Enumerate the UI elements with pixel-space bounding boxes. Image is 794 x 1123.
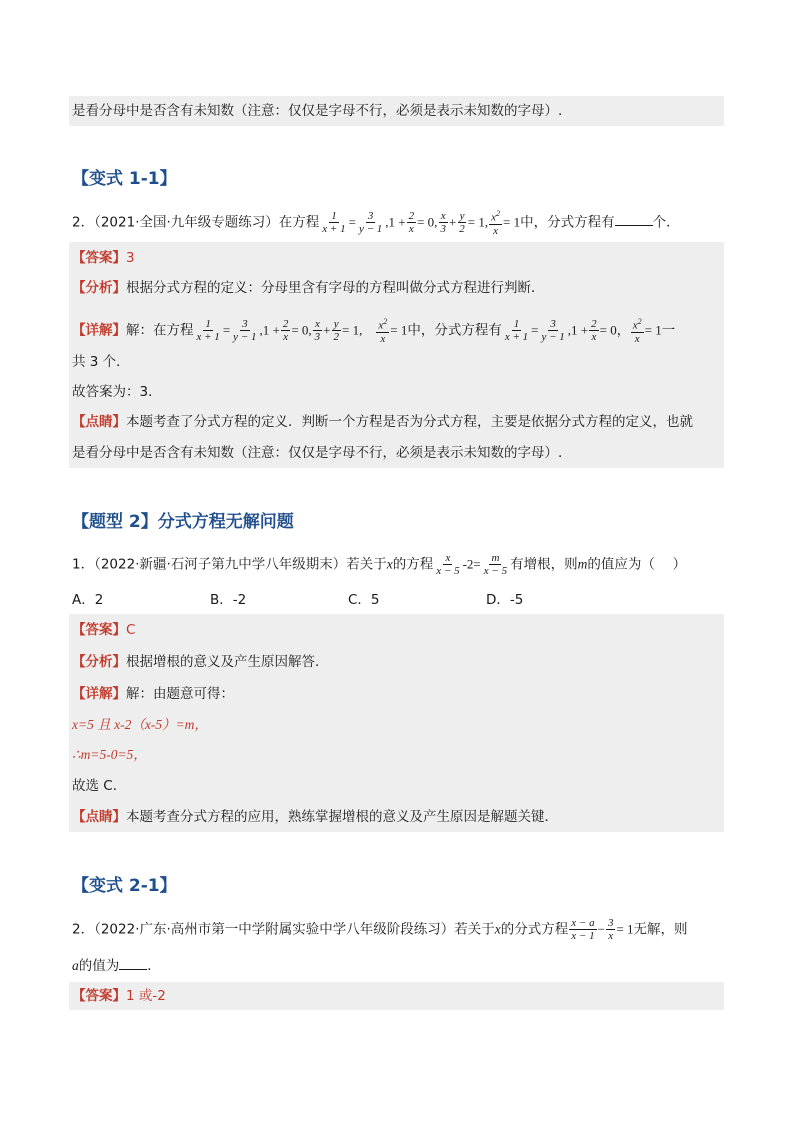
section-heading-variant-2-1: 【变式 2-1】 <box>72 876 177 896</box>
shaded-solution-block-3 <box>69 982 724 1010</box>
fraction: $\frac{x^2}{x}$ <box>378 317 388 345</box>
answer-line: 【答案】1 或-2 <box>72 988 166 1004</box>
answer-blank <box>119 969 147 970</box>
fraction: $\frac{2}{x}$ <box>282 317 289 343</box>
fraction: $\frac{3}{y - 1}$ <box>358 209 383 235</box>
fraction: $\frac{3}{y - 1}$ <box>233 317 257 343</box>
fraction: $\frac{3}{y - 1}$ <box>541 317 565 343</box>
conclusion-line: 故答案为：3． <box>72 384 162 400</box>
section-heading-type-2: 【题型 2】分式方程无解问题 <box>72 512 294 532</box>
analysis-line: 【分析】根据分式方程的定义：分母里含有字母的方程叫做分式方程进行判断． <box>72 280 545 296</box>
fraction: $\frac{y}{2}$ <box>459 209 465 235</box>
question-2-line-2: a的值为 ． <box>72 958 161 974</box>
detail-line-2: 共 3 个． <box>72 354 130 370</box>
question-suffix: 个． <box>652 214 680 231</box>
fraction: $\frac{x}{3}$ <box>314 317 321 343</box>
section-heading-variant-1-1: 【变式 1-1】 <box>72 169 177 189</box>
fraction: $\frac{x}{3}$ <box>440 209 446 235</box>
comment-line: 【点睛】本题考查了分式方程的定义．判断一个方程是否为分式方程，主要是依据分式方程的定义，也就 <box>72 414 693 430</box>
fraction: $\frac{x^2}{x}$ <box>632 317 642 345</box>
question-1-text: 1．（2022·新疆·石河子第九中学八年级期末）若关于x的方程 $\frac{x}{x - 5}$ -2= $\frac{m}{x - 5}$ 有增根，则m的值应为（ ） <box>72 552 687 577</box>
conclusion-line: 故选 C． <box>72 778 127 794</box>
shaded-solution-block-1 <box>69 242 724 468</box>
comment-line-2: 是看分母中是否含有未知数（注意：仅仅是字母不行，必须是表示未知数的字母）. <box>72 445 563 461</box>
choice-c[interactable]: C．5 <box>348 592 380 608</box>
fraction: $\frac{1}{x + 1}$ <box>504 317 529 343</box>
comment-line: 【点睛】本题考查分式方程的应用，熟练掌握增根的意义及产生原因是解题关键． <box>72 809 558 825</box>
step-line-2: ∴m=5-0=5， <box>72 747 147 762</box>
question-2-text: 2．（2022·广东·高州市第一中学附属实验中学八年级阶段练习）若关于x的分式方程 $\frac{x - a}{x - 1}$ − $\frac{3}{x}$ = 1无解，则 <box>72 917 688 942</box>
choice-b[interactable]: B．-2 <box>210 592 247 608</box>
fraction: $\frac{x - a}{x - 1}$ <box>571 917 595 942</box>
fraction: $\frac{m}{x - 5}$ <box>483 552 508 577</box>
fraction: $\frac{2}{x}$ <box>408 209 415 235</box>
question-mid: 中，分式方程有 <box>520 214 615 231</box>
analysis-line: 【分析】根据增根的意义及产生原因解答． <box>72 654 329 670</box>
detail-line: 【详解】解：在方程 $\frac{1}{x + 1}$ = $\frac{3}{y - 1}$ ,1 + $\frac{2}{x}$ = 0, $\frac{x}{3}$ + $\frac{y}{2}$ = 1, $\frac{x^2}{x}$ = 1中，分式方程有 $\frac{1}{x + 1}$ = $\frac{3}{y - 1}$ ,1 + $\frac{2}{x}$ = 0， $\frac{x^2}{x}$ = 1一 <box>72 317 676 345</box>
fraction: $\frac{3}{x}$ <box>607 917 614 942</box>
question-prefix: 2．（2021·全国·九年级专题练习）在方程 <box>72 214 320 231</box>
fraction: $\frac{x^2}{x}$ <box>491 209 501 237</box>
fraction: $\frac{1}{x + 1}$ <box>196 317 220 343</box>
fraction: $\frac{1}{x + 1}$ <box>322 209 346 235</box>
choice-a[interactable]: A．2 <box>72 592 104 608</box>
answer-blank <box>615 225 653 226</box>
fraction: $\frac{2}{x}$ <box>591 317 597 343</box>
fraction: $\frac{y}{2}$ <box>333 317 339 343</box>
comment-continuation: 是看分母中是否含有未知数（注意：仅仅是字母不行，必须是表示未知数的字母）. <box>72 103 563 119</box>
answer-line: 【答案】3 <box>72 250 135 266</box>
choice-d[interactable]: D．-5 <box>486 592 524 608</box>
fraction: $\frac{x}{x - 5}$ <box>436 552 460 577</box>
step-line-1: x=5 且 x-2（x-5）=m， <box>72 717 208 732</box>
question-2-text: 2．（2021·全国·九年级专题练习）在方程 $\frac{1}{x + 1}$ = $\frac{3}{y - 1}$ ,1 + $\frac{2}{x}$ = 0, $\frac{x}{3}$ + $\frac{y}{2}$ = 1, $\frac{x^2}{x}$ = 1中，分式方程有 个． <box>72 209 680 237</box>
detail-line: 【详解】解：由题意可得： <box>72 686 234 702</box>
answer-line: 【答案】C <box>72 622 136 638</box>
